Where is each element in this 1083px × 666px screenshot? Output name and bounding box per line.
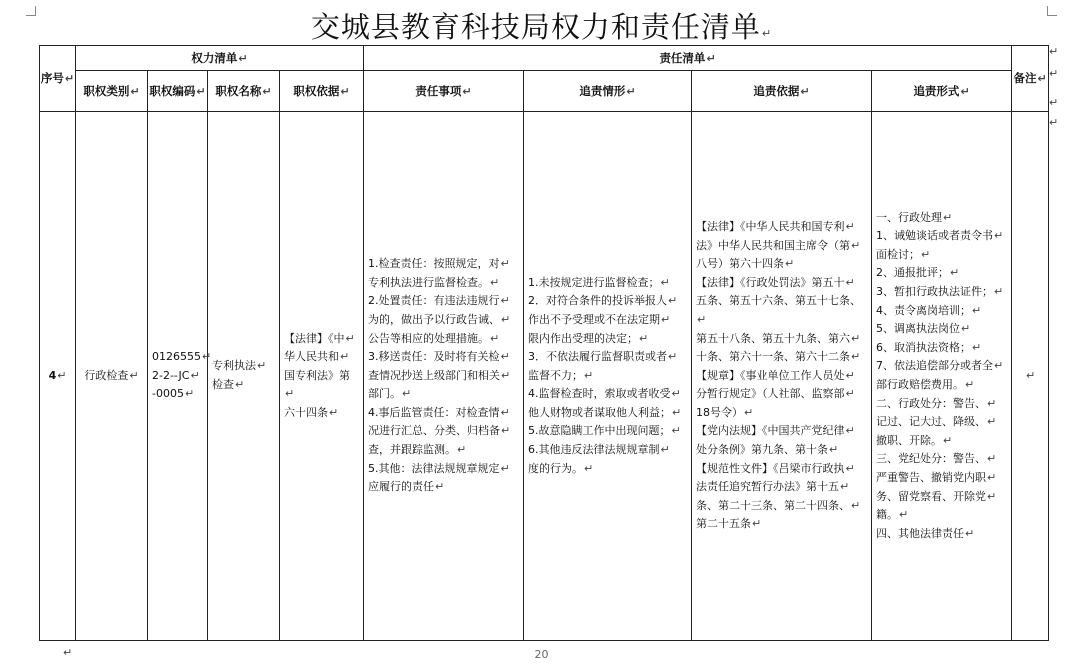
cell-line: 条、第二十三条、第二十四条、↵ bbox=[696, 498, 861, 512]
margin-paragraph-mark: ↵ bbox=[1049, 116, 1059, 129]
cell-line: 4.事后监管责任：对检查情↵ bbox=[368, 405, 510, 419]
cell-line: 籍。↵ bbox=[876, 508, 909, 522]
cell-line: 5.故意隐瞒工作中出现问题；↵ bbox=[528, 424, 681, 438]
cell-line: 2.处置责任：有违法违规行↵ bbox=[368, 294, 510, 308]
cell-power-code bbox=[148, 112, 212, 641]
cell-line: 查，并跟踪监测。↵ bbox=[368, 443, 467, 457]
cell-line: 【党内法规】《中国共产党纪律↵ bbox=[696, 424, 855, 438]
header-power-code: 职权编码↵ bbox=[148, 71, 208, 112]
cell-line: 3、暂扣行政执法证件；↵ bbox=[876, 285, 1004, 299]
header-power-type: 职权类别↵ bbox=[76, 71, 148, 112]
cell-line: 部门。↵ bbox=[368, 387, 412, 401]
cell-line: 6.其他违反法律法规规章制↵ bbox=[528, 443, 670, 457]
cell-line: 7、依法追偿部分或者全↵ bbox=[876, 359, 1004, 373]
cell-line: 【法律】《中↵ bbox=[284, 331, 355, 345]
margin-paragraph-mark: ↵ bbox=[1049, 45, 1059, 58]
header-remark: 备注↵ bbox=[1012, 46, 1049, 112]
cell-line: 务、留党察看、开除党↵ bbox=[876, 489, 997, 503]
cell-line: 【规章】《事业单位工作人员处↵ bbox=[696, 368, 855, 382]
table-row bbox=[40, 112, 1049, 641]
cell-line: 0126555↵ bbox=[152, 350, 212, 364]
cell-line: 分暂行规定》（人社部、监察部↵ bbox=[696, 387, 855, 401]
cell-remark: ↵ bbox=[1012, 112, 1049, 641]
cell-line: 面检讨；↵ bbox=[876, 247, 931, 261]
cell-line: 1.未按规定进行监督检查；↵ bbox=[528, 275, 670, 289]
cell-line: 十条、第六十一条、第六十二条↵ bbox=[696, 350, 861, 364]
cell-line: 查情况抄送上级部门和相关↵ bbox=[368, 368, 511, 382]
cell-line: 度的行为。↵ bbox=[528, 461, 594, 475]
cell-line: 撤职、开除。↵ bbox=[876, 433, 953, 447]
cell-accountability-forms bbox=[872, 112, 1012, 641]
cell-line: 5.其他：法律法规规章规定↵ bbox=[368, 461, 510, 475]
paragraph-mark: ↵ bbox=[761, 27, 773, 40]
cell-line: 法责任追究暂行办法》第十五↵ bbox=[696, 480, 850, 494]
cell-line: 他人财物或者谋取他人利益；↵ bbox=[528, 405, 682, 419]
cell-line: 第五十八条、第五十九条、第六↵ bbox=[696, 331, 861, 345]
cell-line: 华人民共和↵ bbox=[284, 350, 350, 364]
cell-power-basis bbox=[280, 112, 364, 641]
margin-paragraph-mark: ↵ bbox=[1049, 67, 1059, 80]
cell-line: 2-2--JC↵ bbox=[152, 368, 200, 382]
cell-line: 处分条例》第九条、第十条↵ bbox=[696, 443, 839, 457]
cell-line: 五条、第五十六条、第五十七条、↵ bbox=[696, 294, 862, 326]
header-power-list: 权力清单↵ bbox=[76, 46, 364, 71]
margin-paragraph-mark: ↵ bbox=[1049, 96, 1059, 109]
title-text: 交城县教育科技局权力和责任清单 bbox=[310, 10, 761, 44]
header-accountability-forms: 追责形式↵ bbox=[872, 71, 1012, 112]
cell-line: 5、调离执法岗位↵ bbox=[876, 322, 971, 336]
cell-line: 3.移送责任：及时将有关检↵ bbox=[368, 350, 510, 364]
cell-line: 1.检查责任：按照规定，对↵ bbox=[368, 257, 510, 271]
cell-line: 限内作出受理的决定；↵ bbox=[528, 331, 649, 345]
cell-seq: 4↵ bbox=[40, 112, 76, 641]
cell-line: 部行政赔偿费用。↵ bbox=[876, 378, 975, 391]
cell-line: 2．对符合条件的投诉举报人↵ bbox=[528, 294, 678, 308]
cell-line: 作出不予受理或不在法定期↵ bbox=[528, 312, 671, 326]
end-paragraph-mark: ↵ bbox=[63, 646, 73, 659]
cell-line: 八号）第六十四条↵ bbox=[696, 257, 795, 271]
cell-line: 应履行的责任↵ bbox=[368, 480, 445, 494]
cell-line: 专利执法进行监督检查。↵ bbox=[368, 275, 500, 289]
header-seq: 序号↵ bbox=[40, 46, 76, 112]
cell-line: 【规范性文件】《吕梁市行政执↵ bbox=[696, 461, 855, 475]
cell-line: 六十四条↵ bbox=[284, 405, 339, 419]
cell-line: 4.监督检查时，索取或者收受↵ bbox=[528, 387, 681, 401]
header-duty-items: 责任事项↵ bbox=[364, 71, 524, 112]
cell-line: 3．不依法履行监督职责或者↵ bbox=[528, 350, 678, 364]
cell-accountability-cases bbox=[524, 112, 692, 641]
cell-line: 检查↵ bbox=[212, 378, 245, 391]
cell-line: 1、诫勉谈话或者责令书↵ bbox=[876, 229, 1004, 243]
cell-line: 一、行政处理↵ bbox=[876, 210, 953, 224]
cell-line: 18号令）↵ bbox=[696, 405, 754, 419]
cell-line: 公告等相应的处理措施。↵ bbox=[368, 331, 500, 345]
cell-line: -0005↵ bbox=[152, 387, 195, 401]
cell-line: 法》中华人民共和国主席令（第↵ bbox=[696, 238, 861, 252]
cell-line: 【法律】《中华人民共和国专利↵ bbox=[696, 219, 855, 233]
page-number: 20 bbox=[534, 648, 549, 661]
header-accountability-cases: 追责情形↵ bbox=[524, 71, 692, 112]
cell-line: 第二十五条↵ bbox=[696, 517, 762, 531]
cell-line: 记过、记大过、降级、↵ bbox=[876, 415, 997, 429]
cell-power-type: 行政检查↵ bbox=[76, 112, 148, 641]
cell-line: 专利执法↵ bbox=[212, 359, 267, 373]
header-accountability-basis: 追责依据↵ bbox=[692, 71, 872, 112]
cell-duty-items bbox=[364, 112, 524, 641]
cell-line: 二、行政处分：警告、↵ bbox=[876, 396, 997, 410]
header-power-basis: 职权依据↵ bbox=[280, 71, 364, 112]
cell-line: 国专利法》第↵ bbox=[284, 368, 350, 401]
cell-line: 6、取消执法资格；↵ bbox=[876, 340, 982, 354]
header-duty-list: 责任清单↵ bbox=[364, 46, 1012, 71]
cell-line: 4、责令离岗培训；↵ bbox=[876, 303, 982, 317]
cell-line: 为的，做出予以行政告诫、↵ bbox=[368, 312, 511, 326]
cell-line: 【法律】《行政处罚法》第五十↵ bbox=[696, 275, 855, 289]
cell-line: 2、通报批评；↵ bbox=[876, 266, 960, 280]
power-duty-table bbox=[39, 45, 1049, 641]
cell-line: 严重警告、撤销党内职↵ bbox=[876, 470, 997, 484]
cell-line: 四、其他法律责任↵ bbox=[876, 526, 975, 540]
cell-line: 监督不力；↵ bbox=[528, 368, 594, 382]
cell-accountability-basis bbox=[692, 112, 872, 641]
header-power-name: 职权名称↵ bbox=[208, 71, 280, 112]
cell-line: 况进行汇总、分类、归档备↵ bbox=[368, 424, 511, 438]
cell-power-name bbox=[208, 112, 280, 641]
cell-line: 三、党纪处分：警告、↵ bbox=[876, 452, 997, 466]
